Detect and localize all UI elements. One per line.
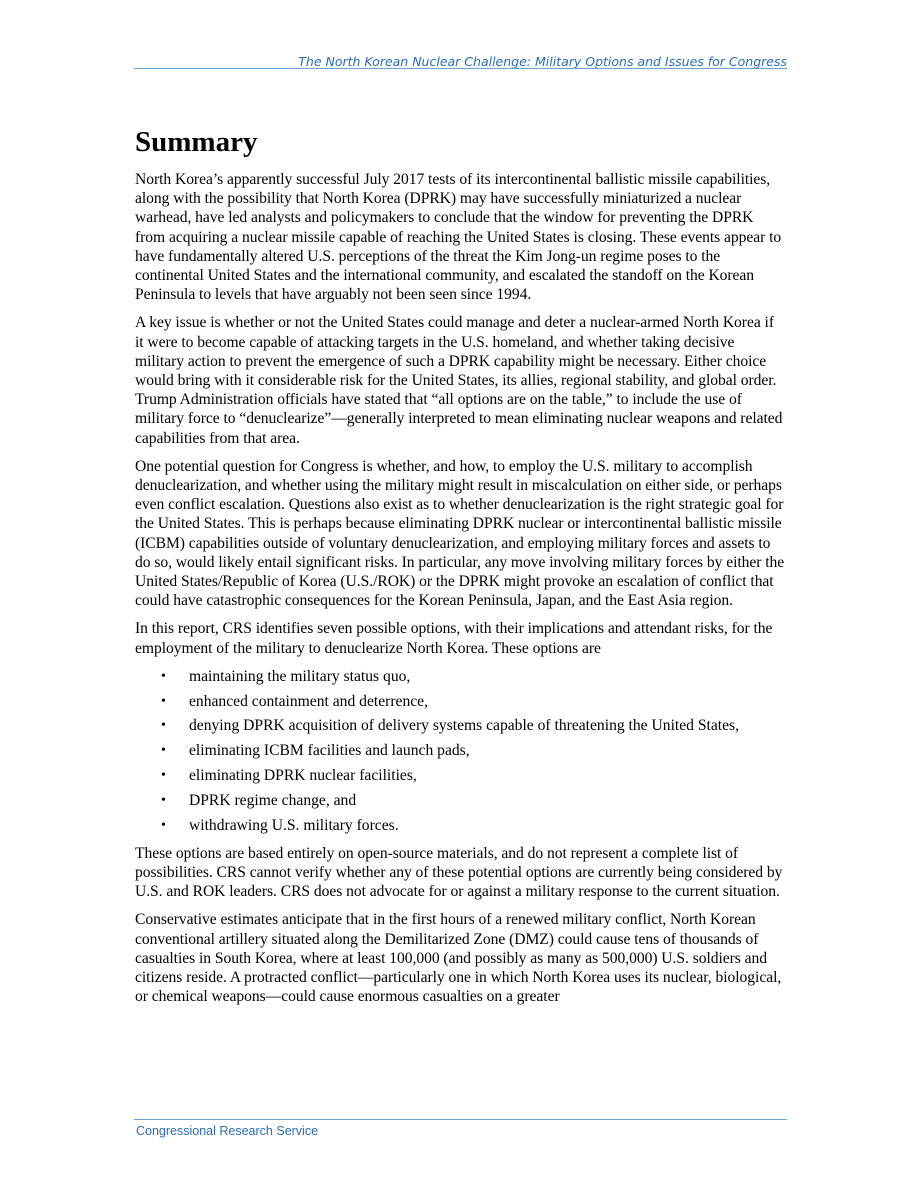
paragraph-casualty-estimates: Conservative estimates anticipate that in the first hours of a renewed military conflict, North Korean conventional artillery situated along the Demilitarized Zone (DMZ) could cause tens of thousands of casualties in South Korea, where at least 100,000 (and possibly as many as 500,000) U.S. soldiers and citizens reside. A protracted conflict—particularly one in which North Korea uses its nuclear, biological, or chemical weapons—could cause enormous casualties on a greater xyxy=(135,911,782,1006)
bullet-icon: • xyxy=(161,792,166,808)
list-item xyxy=(135,667,785,686)
list-item xyxy=(135,766,785,785)
list-item-text: denying DPRK acquisition of delivery systems capable of threatening the United States, xyxy=(189,717,739,735)
list-item-text: eliminating DPRK nuclear facilities, xyxy=(189,767,417,785)
list-item xyxy=(135,791,785,810)
paragraph-congress-question: One potential question for Congress is whether, and how, to employ the U.S. military to accomplish denuclearization, and whether using the military might result in miscalculation on either side, or perhaps even conflict escalation. Questions also exist as to whether denuclearization is the right strategic goal for the United States. This is perhaps because eliminating DPRK nuclear or intercontinental ballistic missile (ICBM) capabilities outside of voluntary denuclearization, and employing military forces and assets to do so, would likely entail significant risks. In particular, any move involving military forces by either the United States/Republic of Korea (U.S./ROK) or the DPRK might provoke an escalation of conflict that could have catastrophic consequences for the Korean Peninsula, Japan, and the East Asia region. xyxy=(135,457,785,610)
list-item xyxy=(135,741,785,760)
bullet-icon: • xyxy=(161,768,166,784)
list-item xyxy=(135,716,785,735)
footer-organization: Congressional Research Service xyxy=(136,1124,319,1138)
header-divider xyxy=(134,68,787,69)
list-item xyxy=(135,692,785,711)
paragraph-key-issue: A key issue is whether or not the United States could manage and deter a nuclear-armed North Korea if it were to become capable of attacking targets in the U.S. homeland, and whether taking decisive military action to prevent the emergence of such a DPRK capability might be necessary. Either choice would bring with it considerable risk for the United States, its allies, regional stability, and global order. Trump Administration officials have stated that “all options are on the table,” to include the use of military force to “denuclearize”—generally interpreted to mean eliminating nuclear weapons and related capabilities from that area. xyxy=(135,314,783,447)
options-list xyxy=(135,667,785,835)
paragraph-intro: North Korea’s apparently successful July 2017 tests of its intercontinental ballistic missile capabilities, along with the possibility that North Korea (DPRK) may have successfully miniaturized a nuclear warhead, have led analysts and policymakers to conclude that the window for preventing the DPRK from acquiring a nuclear missile capable of reaching the United States is closing. These events appear to have fundamentally altered U.S. perceptions of the threat the Kim Jong-un regime poses to the continental United States and the international community, and escalated the standoff on the Korean Peninsula to levels that have arguably not been seen since 1994. xyxy=(135,171,782,304)
list-item-text: withdrawing U.S. military forces. xyxy=(189,816,399,834)
list-item-text: maintaining the military status quo, xyxy=(189,667,411,685)
bullet-icon: • xyxy=(161,817,166,833)
bullet-icon: • xyxy=(161,718,166,734)
bullet-icon: • xyxy=(161,668,166,684)
bullet-icon: • xyxy=(161,743,166,759)
list-item-text: DPRK regime change, and xyxy=(189,791,357,809)
paragraph-open-source-note: These options are based entirely on open-source materials, and do not represent a complete list of possibilities. CRS cannot verify whether any of these potential options are currently being considered by U.S. and ROK leaders. CRS does not advocate for or against a military response to the current situation. xyxy=(135,844,783,901)
list-item-text: enhanced containment and deterrence, xyxy=(189,692,428,710)
section-heading: Summary xyxy=(135,126,258,158)
list-item-text: eliminating ICBM facilities and launch pads, xyxy=(189,742,470,760)
main-content xyxy=(135,124,785,1015)
running-header-title: The North Korean Nuclear Challenge: Military Options and Issues for Congress xyxy=(298,54,787,69)
bullet-icon: • xyxy=(161,693,166,709)
list-item xyxy=(135,816,785,835)
footer-divider xyxy=(134,1119,787,1120)
paragraph-options-intro: In this report, CRS identifies seven possible options, with their implications and attendant risks, for the employment of the military to denuclearize North Korea. These options are xyxy=(135,620,773,657)
